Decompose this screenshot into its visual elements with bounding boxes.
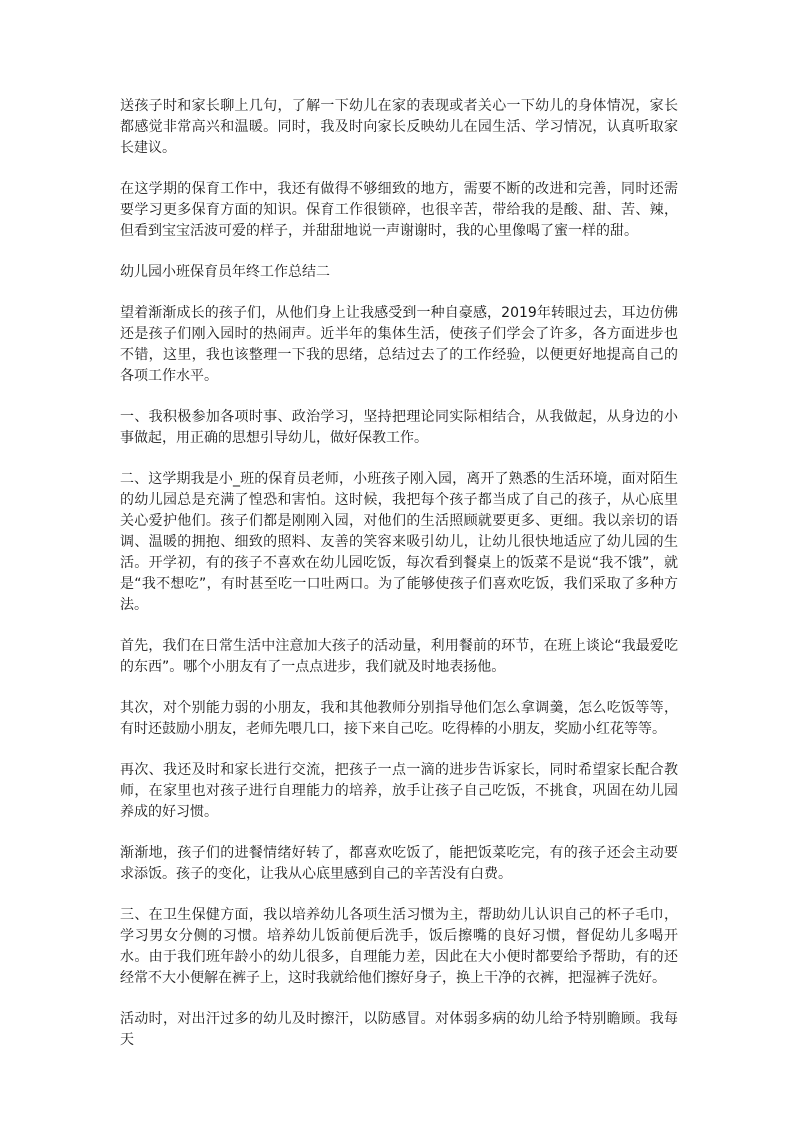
paragraph-activity: 活动时，对出汗过多的幼儿及时擦汗，以防感冒。对体弱多病的幼儿给予特别瞻顾。我每天 xyxy=(120,1011,678,1048)
paragraph-second-method: 其次，对个别能力弱的小朋友，我和其他教师分别指导他们怎么拿调羹，怎么吃饭等等，有时还鼓励小朋友，老师先喂几口，接下来自己吃。吃得棒的小朋友，奖励小红花等等。 xyxy=(120,700,678,737)
paragraph-point-two: 二、这学期我是小_班的保育员老师，小班孩子刚入园，离开了熟悉的生活环境，面对陌生的幼儿园总是充满了惶恐和害怕。这时候，我把每个孩子都当成了自己的孩子，从心底里关心爱护他们。孩子们都是刚刚入园，对他们的生活照顾就要更多、更细。我以亲切的语调、温暖的拥抱、细致的照料、友善的笑容来吸引幼儿，让幼儿很快地适应了幼儿园的生活。开学初，有的孩子不喜欢在幼儿园吃饭，每次看到餐桌上的饭菜不是说“我不饿”，就是“我不想吃”，有时甚至吃一口吐两口。为了能够使孩子们喜欢吃饭，我们采取了多种方法。 xyxy=(120,471,678,613)
document-page xyxy=(120,96,678,1071)
paragraph-first-method: 首先，我们在日常生活中注意加大孩子的活动量，利用餐前的环节，在班上谈论“我最爱吃的东西”。哪个小朋友有了一点点进步，我们就及时地表扬他。 xyxy=(120,638,678,675)
paragraph-third-method: 再次、我还及时和家长进行交流，把孩子一点一滴的进步告诉家长，同时希望家长配合教师，在家里也对孩子进行自理能力的培养，放手让孩子自己吃饭，不挑食，巩固在幼儿园养成的好习惯。 xyxy=(120,762,678,820)
paragraph-result: 渐渐地，孩子们的进餐情绪好转了，都喜欢吃饭了，能把饭菜吃完，有的孩子还会主动要求添饭。孩子的变化，让我从心底里感到自己的辛苦没有白费。 xyxy=(120,845,678,882)
paragraph-shortcomings: 在这学期的保育工作中，我还有做得不够细致的地方，需要不断的改进和完善，同时还需要学习更多保育方面的知识。保育工作很锁碎，也很辛苦，带给我的是酸、甜、苦、辣，但看到宝宝活波可爱的样子，并甜甜地说一声谢谢时，我的心里像喝了蜜一样的甜。 xyxy=(120,181,678,239)
paragraph-introduction: 望着渐渐成长的孩子们，从他们身上让我感受到一种自豪感，2019年转眼过去，耳边仿佛还是孩子们刚入园时的热闹声。近半年的集体生活，使孩子们学会了许多，各方面进步也不错，这里，我也该整理一下我的思绪，总结过去了的工作经验，以便更好地提高自己的各项工作水平。 xyxy=(120,305,678,384)
paragraph-point-three: 三、在卫生保健方面，我以培养幼儿各项生活习惯为主，帮助幼儿认识自己的杯子毛巾，学习男女分侧的习惯。培养幼儿饭前便后洗手，饭后擦嘴的良好习惯，督促幼儿多喝开水。由于我们班年龄小的幼儿很多，自理能力差，因此在大小便时都要给予帮助，有的还经常不大小便解在裤子上，这时我就给他们擦好身子，换上干净的衣裤，把湿裤子洗好。 xyxy=(120,907,678,986)
paragraph-parent-communication: 送孩子时和家长聊上几句，了解一下幼儿在家的表现或者关心一下幼儿的身体情况，家长都感觉非常高兴和温暖。同时，我及时向家长反映幼儿在园生活、学习情况，认真听取家长建议。 xyxy=(120,98,678,156)
paragraph-point-one: 一、我积极参加各项时事、政治学习，坚持把理论同实际相结合，从我做起，从身边的小事做起，用正确的思想引导幼儿，做好保教工作。 xyxy=(120,409,678,446)
section-heading: 幼儿园小班保育员年终工作总结二 xyxy=(120,264,330,280)
